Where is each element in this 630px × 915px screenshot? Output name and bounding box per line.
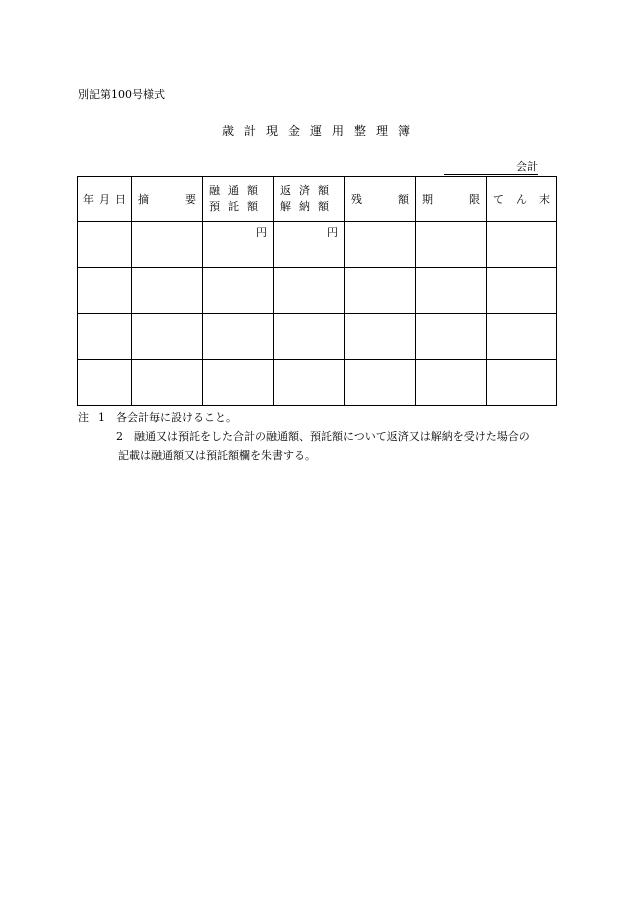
table-cell[interactable] bbox=[78, 222, 132, 268]
note-2-continued bbox=[78, 446, 530, 465]
table-cell[interactable] bbox=[345, 268, 416, 314]
header-loan-deposit-amount: 融通額 預託額 bbox=[203, 177, 274, 222]
table-cell[interactable] bbox=[78, 268, 132, 314]
table-cell[interactable] bbox=[132, 268, 203, 314]
account-label: 会計 bbox=[444, 160, 538, 175]
header-outcome: て ん 末 bbox=[487, 177, 557, 222]
table-cell[interactable] bbox=[132, 360, 203, 406]
table-cell[interactable] bbox=[487, 314, 557, 360]
note-number: 2 bbox=[116, 430, 123, 443]
note-1 bbox=[78, 408, 530, 427]
yen-unit: 円 bbox=[327, 225, 338, 239]
form-id: 別記第100号様式 bbox=[78, 88, 165, 101]
header-balance: 残 額 bbox=[345, 177, 416, 222]
table-cell[interactable] bbox=[416, 268, 487, 314]
table-cell[interactable] bbox=[203, 314, 274, 360]
table-cell[interactable] bbox=[203, 222, 274, 268]
table-cell[interactable] bbox=[78, 314, 132, 360]
table-row bbox=[78, 314, 557, 360]
table-row bbox=[78, 268, 557, 314]
ledger-table bbox=[77, 176, 557, 406]
table-cell[interactable] bbox=[487, 222, 557, 268]
note-text: 各会計毎に設けること。 bbox=[116, 411, 237, 424]
header-repayment-amount: 返済額 解納額 bbox=[274, 177, 345, 222]
table-cell[interactable] bbox=[345, 222, 416, 268]
table-row bbox=[78, 360, 557, 406]
table-cell[interactable] bbox=[132, 314, 203, 360]
note-text: 融通又は預託をした合計の融通額、預託額について返済又は解納を受けた場合の bbox=[134, 430, 530, 443]
note-2 bbox=[78, 427, 530, 446]
table-cell[interactable] bbox=[274, 360, 345, 406]
table-cell[interactable] bbox=[203, 268, 274, 314]
notes bbox=[78, 408, 530, 465]
notes-label: 注 bbox=[78, 411, 89, 424]
note-text: 記載は融通額又は預託額欄を朱書する。 bbox=[118, 449, 316, 462]
page-title: 歳計現金運用整理簿 bbox=[221, 124, 420, 138]
table-cell[interactable] bbox=[416, 222, 487, 268]
header-term: 期 限 bbox=[416, 177, 487, 222]
table-cell[interactable] bbox=[487, 268, 557, 314]
table-cell[interactable] bbox=[274, 268, 345, 314]
header-date: 年 月 日 bbox=[78, 177, 132, 222]
table-cell[interactable] bbox=[274, 314, 345, 360]
table-cell[interactable] bbox=[203, 360, 274, 406]
header-summary: 摘 要 bbox=[132, 177, 203, 222]
table-cell[interactable] bbox=[345, 360, 416, 406]
table-cell[interactable] bbox=[416, 314, 487, 360]
table-cell[interactable] bbox=[132, 222, 203, 268]
table-cell[interactable] bbox=[345, 314, 416, 360]
table-cell[interactable] bbox=[487, 360, 557, 406]
note-number: 1 bbox=[98, 411, 105, 424]
table-row bbox=[78, 222, 557, 268]
yen-unit: 円 bbox=[256, 225, 267, 239]
table-cell[interactable] bbox=[274, 222, 345, 268]
table-cell[interactable] bbox=[416, 360, 487, 406]
header-row bbox=[78, 177, 557, 222]
table-cell[interactable] bbox=[78, 360, 132, 406]
